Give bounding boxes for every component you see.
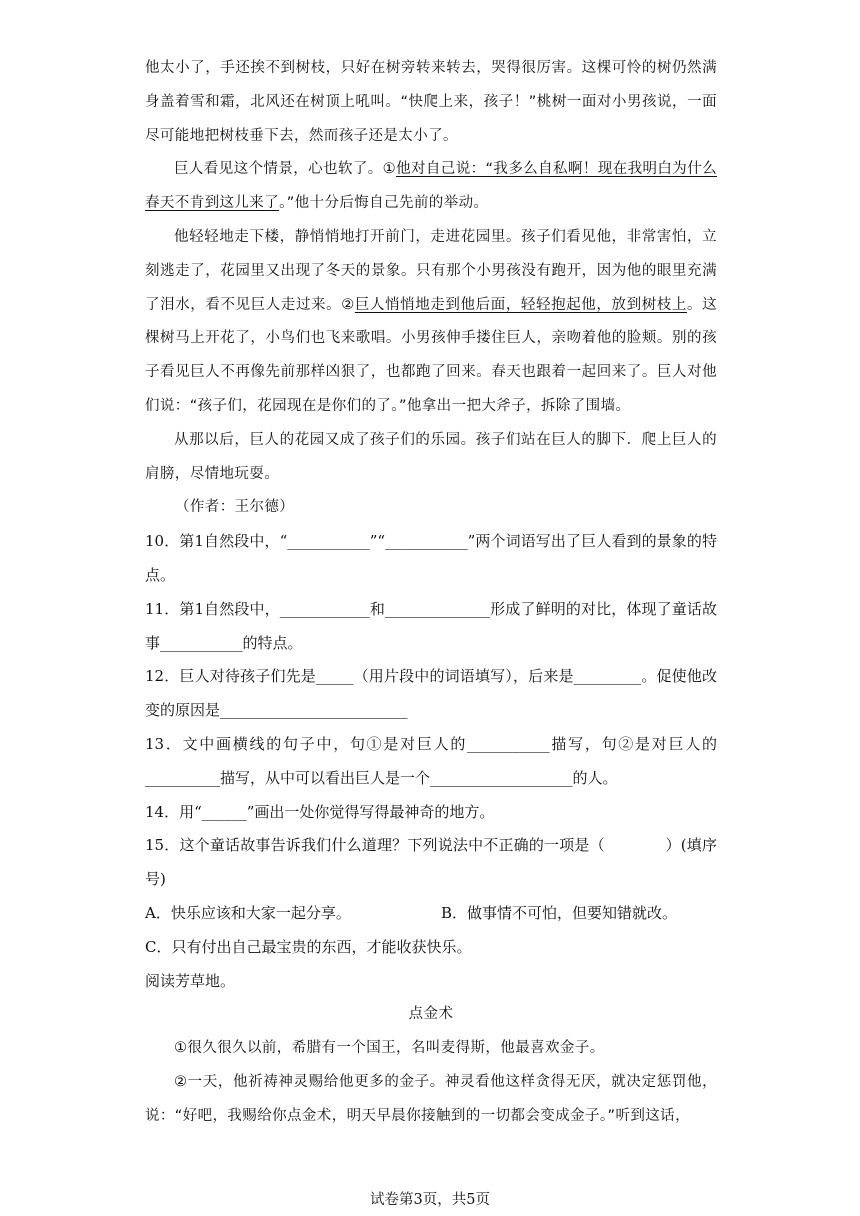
question-10: 10．第1自然段中，“___________”“___________”两个词语写出了巨人看到的景象的特点。 <box>145 532 717 584</box>
question-14: 14．用“______”画出一处你觉得写得最神奇的地方。 <box>145 802 495 821</box>
question-15: 15．这个童话故事告诉我们什么道理？下列说法中不正确的一项是（ ）(填序号) <box>145 836 717 889</box>
question-15-options-row <box>145 897 717 931</box>
passage-paragraph-1: ①很久很久以前，希腊有一个国王，名叫麦得斯，他最喜欢金子。 <box>174 1040 605 1057</box>
page-content <box>145 52 717 1134</box>
story-paragraph-4: 从那以后，巨人的花园又成了孩子们的乐园。孩子们站在巨人的脚下．爬上巨人的肩膀，尽情地玩耍。 <box>145 431 717 482</box>
underlined-sentence-2: 巨人悄悄地走到他后面，轻轻抱起他，放到树枝上 <box>354 296 687 313</box>
question-13: 13．文中画横线的句子中，句①是对巨人的___________描写，句②是对巨人的__________描写，从中可以看出巨人是一个___________________的人。 <box>145 734 717 787</box>
underlined-sentence-1: 他对自己说：“我多么自私啊！现在我明白为什么春天不肯到这儿来了 <box>145 161 717 212</box>
story-paragraph-3 <box>145 221 717 424</box>
story-text: 巨人看见这个情景，心也软了。① <box>174 161 397 178</box>
question-12: 12．巨人对待孩子们先是_____（用片段中的词语填写），后来是_________。促使他改变的原因是_________________________ <box>145 667 717 720</box>
story-author: （作者：王尔德） <box>175 499 295 516</box>
page-footer: 试卷第3页，共5页 <box>370 1192 490 1208</box>
question-11: 11．第1自然段中，____________和______________形成了鲜明的对比，体现了童话故事___________的特点。 <box>145 599 717 652</box>
passage-title: 点金术 <box>408 1006 454 1023</box>
story-text: 。这棵树马上开花了，小鸟们也飞来歌唱。小男孩伸手搂住巨人，亲吻着他的脸颊。别的孩子看见巨人不再像先前那样凶狠了，也都跑了回来。春天也跟着一起回来了。巨人对他们说：“孩子们，花园现在是你们的了。”他拿出一把大斧子，拆除了围墙。 <box>145 296 717 414</box>
option-a: A．快乐应该和大家一起分享。 <box>145 903 351 922</box>
passage-paragraph-2: ②一天，他祈祷神灵赐给他更多的金子。神灵看他这样贪得无厌，就决定惩罚他，说：“好吧，我赐给你点金术，明天早晨你接触到的一切都会变成金子。”听到这话， <box>145 1073 717 1124</box>
section-intro: 阅读芳草地。 <box>145 971 236 990</box>
story-text: 他轻轻地走下楼，静悄悄地打开前门，走进花园里。孩子们看见他，非常害怕，立刻逃走了，花园里又出现了冬天的景象。只有那个小男孩没有跑开，因为他的眼里充满了泪水，看不见巨人走过来。② <box>145 228 717 313</box>
story-paragraph-2 <box>145 153 717 221</box>
option-b: B．做事情不可怕，但要知错就改。 <box>441 903 678 922</box>
option-c: C．只有付出自己最宝贵的东西，才能收获快乐。 <box>145 937 472 956</box>
story-paragraph-1: 他太小了，手还挨不到树枝，只好在树旁转来转去，哭得很厉害。这棵可怜的树仍然满身盖着雪和霜，北风还在树顶上吼叫。“快爬上来，孩子！”桃树一面对小男孩说，一面尽可能地把树枝垂下去，然而孩子还是太小了。 <box>145 60 717 144</box>
story-text: 。”他十分后悔自己先前的举动。 <box>279 195 489 212</box>
